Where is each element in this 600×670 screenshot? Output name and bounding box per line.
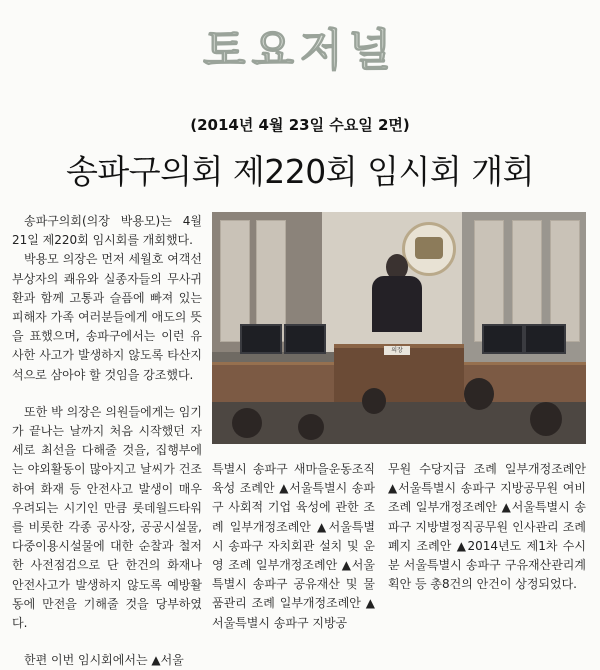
paragraph-4: 한편 이번 임시회에서는 ▲서울: [24, 653, 184, 668]
council-session-photo: [212, 212, 586, 444]
council-emblem-icon: [402, 222, 456, 276]
paragraph-1: 송파구의회(의장 박용모)는 4월 21일 제220회 임시회를 개회했다.: [12, 214, 202, 248]
dateline: (2014년 4월 23일 수요일 2면): [190, 116, 410, 134]
article-column-3: [388, 460, 586, 594]
masthead-logo: 토요저널: [202, 25, 397, 76]
article-column-2: [212, 460, 375, 633]
article-column-1: [12, 212, 202, 670]
paragraph-6: 무원 수당지급 조례 일부개정조례안 ▲서울특별시 송파구 지방공무원 여비 조례 일부개정조례안 ▲서울특별시 송파구 지방별정직공무원 인사관리 조례 폐지 조례안 ▲2014년도 제1차 수시분 서울특별시 송파구 구유재산관리계획안 등 총8건의 안건이 상정되었다.: [388, 462, 586, 592]
article-headline: 송파구의회 제220회 임시회 개회: [66, 152, 534, 191]
paragraph-3: 또한 박 의장은 의원들에게는 임기가 끝나는 날까지 처음 시작했던 자세로 최선을 다해줄 것을, 집행부에는 야외활동이 많아지고 날씨가 건조하여 화재 등 안전사고 발생이 매우 우려되는 시기인 만큼 롯데월드타워를 비롯한 각종 공사장, 공공시설물, 다중이용시설물에 대한 순찰과 철저한 사전점검으로 단 한건의 화재나 안전사고가 발생하지 않도록 예방활동에 만전을 기해줄 것을 당부하였다.: [12, 404, 202, 631]
paragraph-2: 박용모 의장은 먼저 세월호 여객선 부상자의 쾌유와 실종자들의 무사귀환과 함께 고통과 슬픔에 빠져 있는 피해자 가족 여러분들에게 애도의 뜻을 표했으며, 송파구에서는 이런 유사한 사고가 발생하지 않도록 타산지석으로 삼아야 할 것임을 강조했다.: [12, 252, 202, 382]
paragraph-5: 특별시 송파구 새마을운동조직 육성 조례안 ▲서울특별시 송파구 사회적 기업 육성에 관한 조례 일부개정조례안 ▲서울특별시 송파구 자치회관 설치 및 운영 조례 일부개정조례안 ▲서울특별시 송파구 공유재산 및 물품관리 조례 일부개정조례안 ▲서울특별시 송파구 지방공: [212, 462, 375, 630]
podium-nameplate: 의장: [384, 346, 410, 355]
